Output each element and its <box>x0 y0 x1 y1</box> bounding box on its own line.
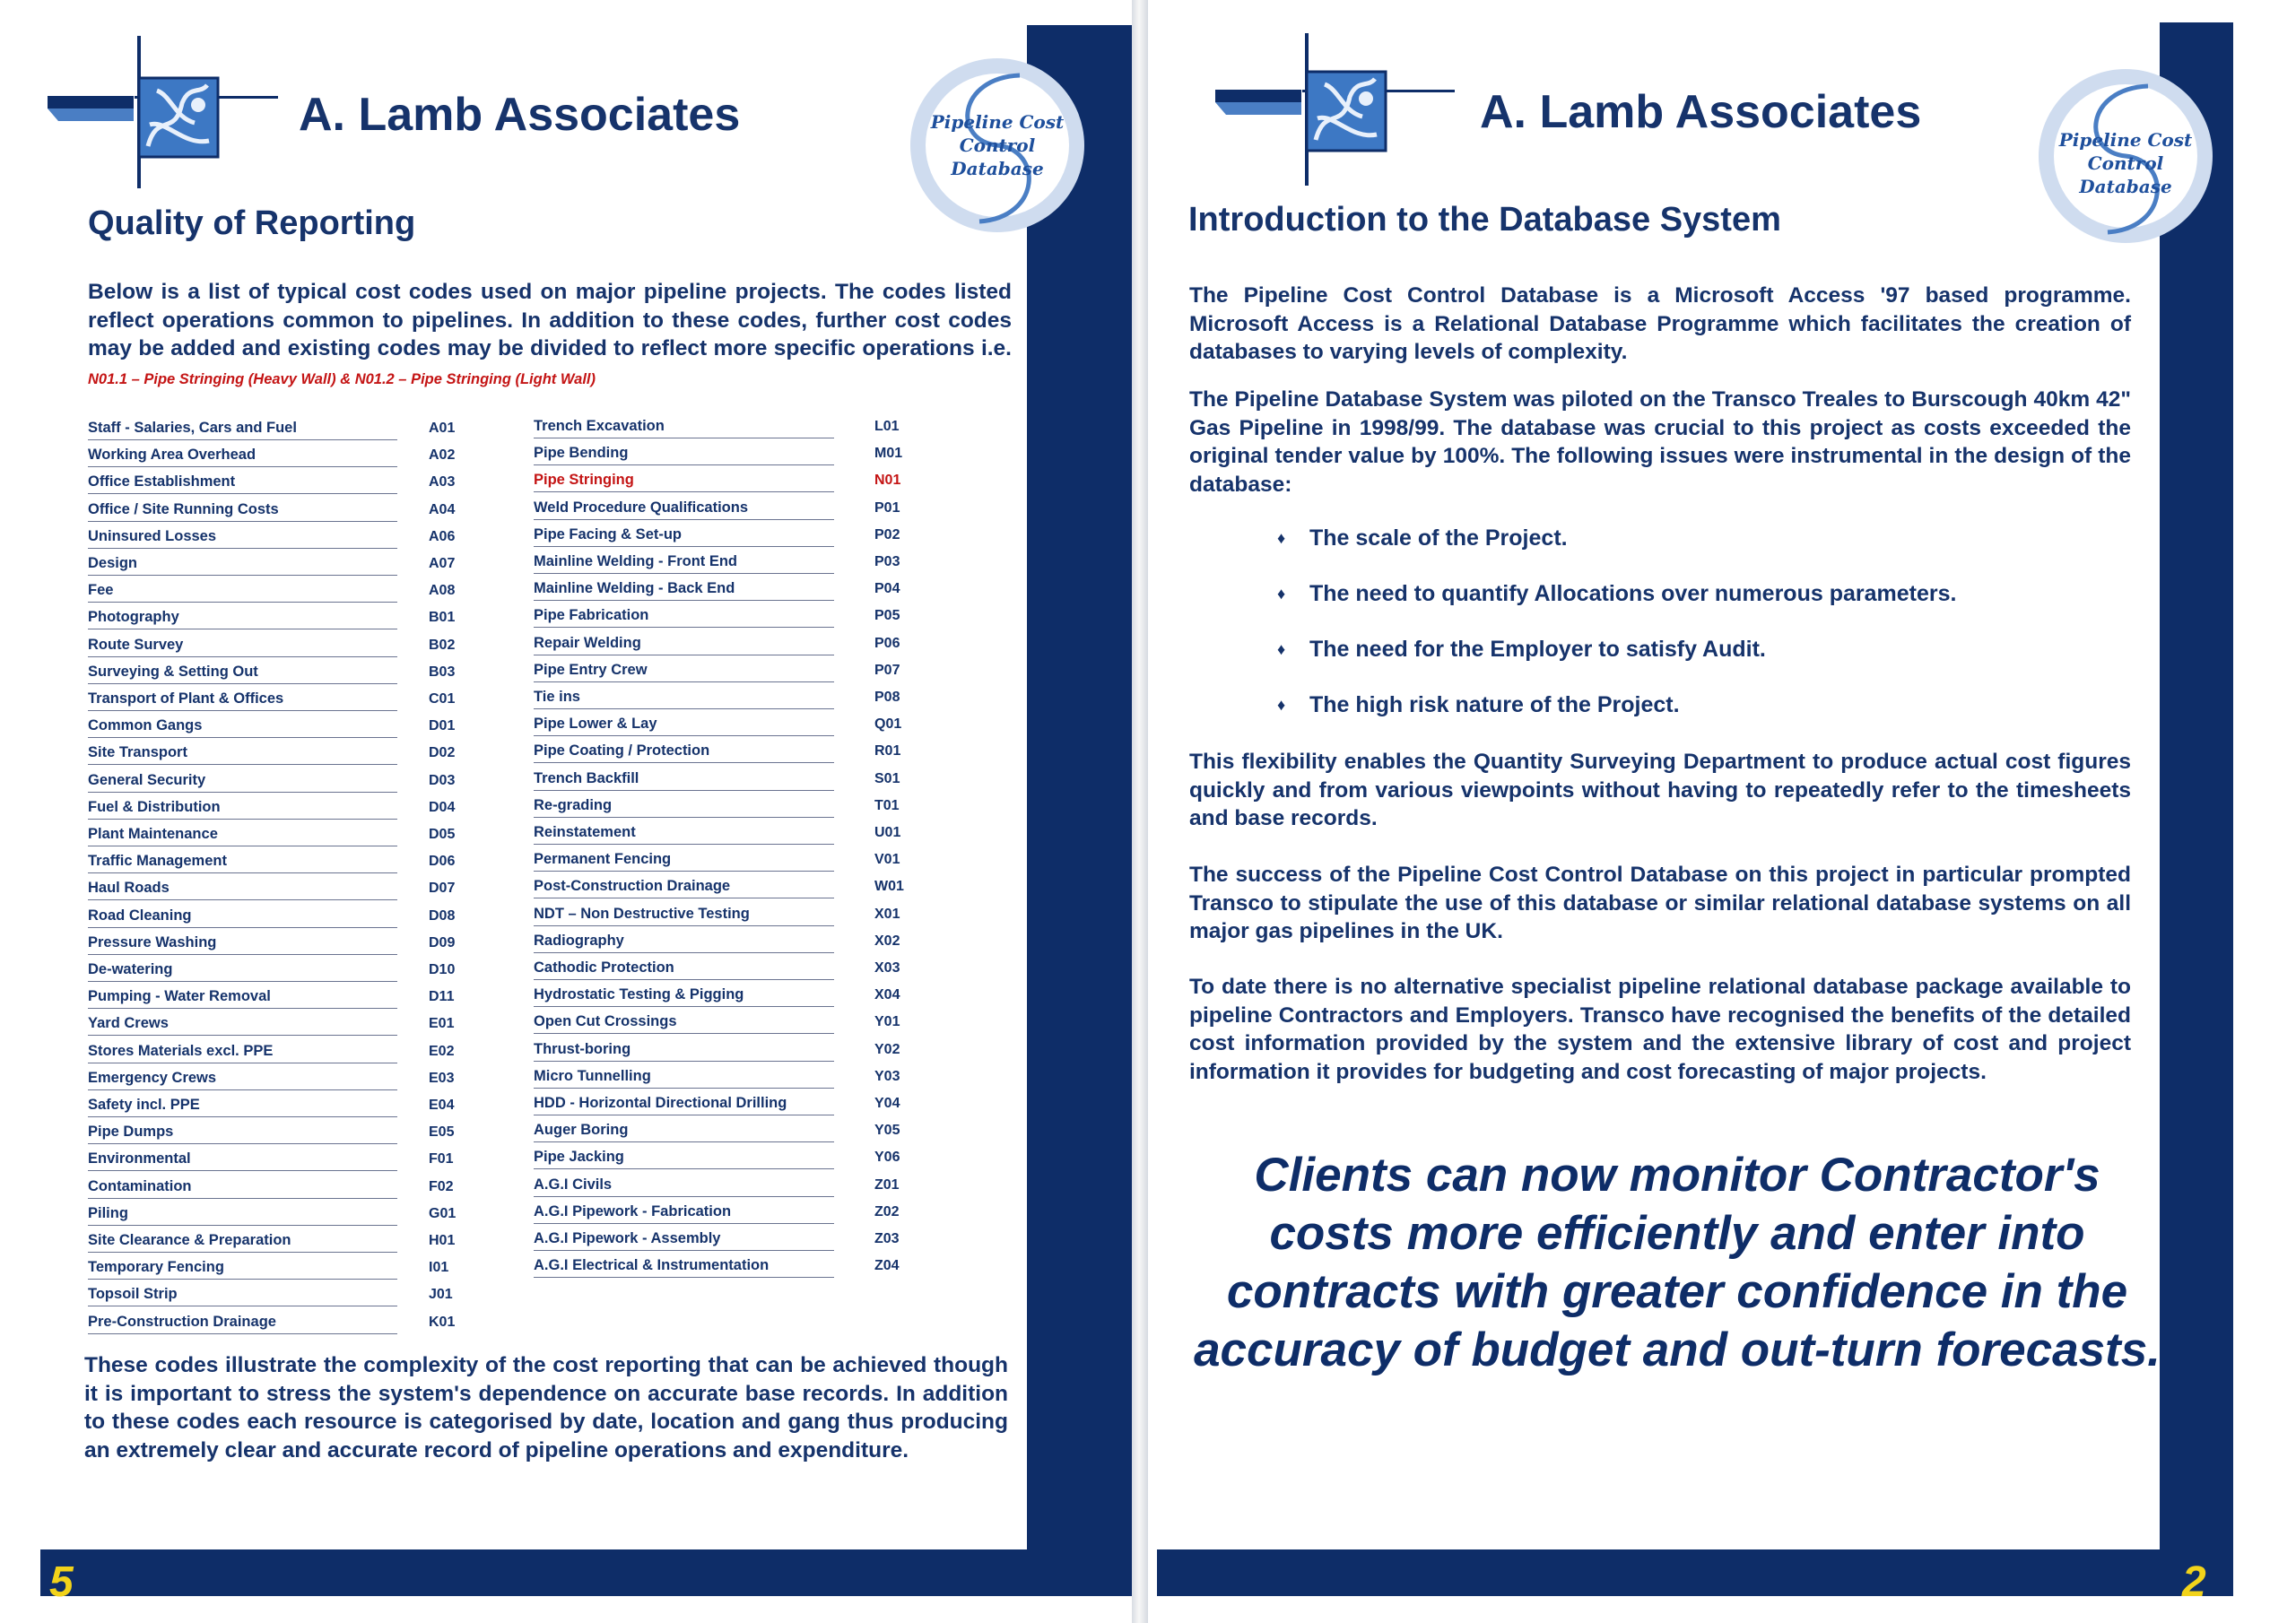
table-row <box>88 900 456 928</box>
cost-code-value: A01 <box>429 421 456 436</box>
table-row <box>88 548 456 576</box>
cost-code-value: X01 <box>874 906 900 922</box>
cost-code-value: Y04 <box>874 1096 900 1111</box>
cost-code-value: Q01 <box>874 716 902 733</box>
cost-code-label: A.G.I Pipework - Fabrication <box>534 1202 732 1219</box>
cost-code-label: Pipe Entry Crew <box>534 661 648 678</box>
table-row <box>534 546 900 574</box>
cost-code-value: D09 <box>429 934 456 950</box>
cost-code-value: D04 <box>429 799 456 815</box>
cost-code-label: Photography <box>88 609 179 626</box>
cost-code-value: P06 <box>874 635 900 651</box>
list-item: ♦ The need to quantify Allocations over numerous parameters. <box>1274 576 1956 631</box>
cost-code-value: R01 <box>874 743 901 759</box>
left-navy-bottom-bar <box>40 1549 1133 1596</box>
table-row <box>88 872 456 900</box>
table-row <box>88 1008 455 1036</box>
cost-code-label: Pipe Facing & Set-up <box>534 525 683 542</box>
cost-code-label: Design <box>88 555 138 571</box>
cost-code-value: A02 <box>429 447 456 464</box>
left-navy-side-bar <box>1027 25 1133 1596</box>
cost-code-value: P02 <box>874 526 900 542</box>
cost-code-value: A07 <box>429 556 456 571</box>
cost-code-label: Safety incl. PPE <box>88 1097 200 1113</box>
cost-code-value: P05 <box>874 608 900 624</box>
table-row <box>534 735 901 763</box>
cost-code-label: Yard Crews <box>88 1015 169 1032</box>
table-row <box>534 411 900 438</box>
cost-code-label: Pressure Washing <box>88 933 217 950</box>
cost-code-label: Transport of Plant & Offices <box>88 690 284 707</box>
cost-code-label: Contamination <box>88 1177 192 1194</box>
cost-code-label: Emergency Crews <box>88 1069 217 1086</box>
cost-code-value: F02 <box>429 1178 454 1194</box>
table-row <box>534 790 900 818</box>
cost-code-label: HDD - Horizontal Directional Drilling <box>534 1095 787 1111</box>
table-row <box>88 439 456 467</box>
cost-code-value: U01 <box>874 825 901 840</box>
cost-code-value: A08 <box>429 583 456 599</box>
table-row <box>88 765 456 793</box>
table-row <box>534 519 900 547</box>
table-row <box>88 412 456 440</box>
cost-code-value: P04 <box>874 581 900 597</box>
paragraph-2: The Pipeline Database System was piloted on the Transco Treales to Burscough 40km 42" Gas Pipeline in 1998/99. The database was crucial to this project as costs exceeded the original tender value by 100%. The following issues were instrumental in the design of the database: <box>1189 387 2131 497</box>
cost-code-value: X04 <box>874 987 900 1003</box>
table-row <box>88 710 456 738</box>
table-row <box>88 656 456 684</box>
bullet-icon: ♦ <box>1277 640 1286 658</box>
cost-code-value: E03 <box>429 1070 455 1086</box>
cost-code-value: D06 <box>429 854 456 870</box>
cost-code-label: Auger Boring <box>534 1122 629 1139</box>
cost-code-label: Surveying & Setting Out <box>88 663 258 680</box>
cost-code-value: E05 <box>429 1124 455 1141</box>
company-name: A. Lamb Associates <box>299 89 741 141</box>
cost-code-value: Z04 <box>874 1258 900 1274</box>
table-row <box>88 1198 457 1226</box>
right-navy-bottom-bar <box>1157 1549 2233 1596</box>
cost-code-label: Office Establishment <box>88 473 236 490</box>
cost-code-label: A.G.I Civils <box>534 1176 613 1193</box>
table-row <box>534 1115 900 1142</box>
table-row <box>88 819 456 846</box>
table-row <box>534 925 900 953</box>
cost-code-value: D08 <box>429 907 456 924</box>
company-name: A. Lamb Associates <box>1480 86 1922 138</box>
cost-code-label: Site Clearance & Preparation <box>88 1232 291 1248</box>
list-item: ♦ The scale of the Project. <box>1274 520 1956 576</box>
cost-code-value: Y03 <box>874 1068 900 1084</box>
cost-code-label: Site Transport <box>88 744 187 761</box>
table-row <box>534 628 900 655</box>
paragraph-1: The Pipeline Cost Control Database is a Microsoft Access '97 based programme. Microsoft Access is a Relational Database Programme which facilitates the creation of databases to varying levels of complexity. <box>1189 283 2131 364</box>
cost-code-label: Thrust-boring <box>534 1040 631 1057</box>
cost-code-value: P08 <box>874 690 900 705</box>
cost-code-value: I01 <box>429 1260 449 1276</box>
cost-code-value: K01 <box>429 1314 456 1330</box>
table-row <box>534 681 900 709</box>
cost-code-value: F01 <box>429 1151 454 1167</box>
cost-code-label: Haul Roads <box>88 880 170 897</box>
table-row <box>534 817 901 845</box>
cost-code-value: D07 <box>429 881 456 897</box>
cost-code-value: N01 <box>874 473 901 489</box>
cost-code-label: Pumping - Water Removal <box>88 988 271 1005</box>
cost-code-value: E04 <box>429 1098 455 1113</box>
cost-code-value: D02 <box>429 745 456 761</box>
cost-code-value: M01 <box>874 446 903 462</box>
cost-code-label: NDT – Non Destructive Testing <box>534 905 750 922</box>
table-row <box>88 521 456 549</box>
cost-code-label: A.G.I Pipework - Assembly <box>534 1230 721 1246</box>
cost-code-label: Hydrostatic Testing & Pigging <box>534 986 744 1003</box>
cost-code-value: D03 <box>429 772 456 788</box>
cost-code-label: Road Cleaning <box>88 907 192 924</box>
cost-code-value: D01 <box>429 718 456 734</box>
cost-code-label: De-watering <box>88 961 173 977</box>
cost-code-label: Weld Procedure Qualifications <box>534 499 749 516</box>
cost-code-value: T01 <box>874 797 900 813</box>
closing-paragraph: These codes illustrate the complexity of the cost reporting that can be achieved though it is important to stress the system's dependence on accurate base records. In addition to these codes each resource is categorised by date, location and gang thus producing an extremely clear and accurate record of pipeline operations and expenditure. <box>84 1353 1008 1462</box>
cost-code-value: A03 <box>429 474 456 490</box>
cost-code-label: Pipe Stringing <box>534 472 634 489</box>
badge-line-2: Control <box>2087 152 2164 174</box>
table-row <box>534 1250 900 1278</box>
cost-code-value: W01 <box>874 879 904 895</box>
cost-code-label: Post-Construction Drainage <box>534 878 731 895</box>
list-item: ♦ The need for the Employer to satisfy Audit. <box>1274 631 1956 687</box>
cost-code-label: Environmental <box>88 1150 191 1167</box>
cost-code-label: Pipe Jacking <box>534 1149 624 1166</box>
table-row <box>534 1061 900 1089</box>
page-number: 2 <box>2182 1558 2206 1606</box>
cost-code-label: Pipe Bending <box>534 445 629 462</box>
right-navy-side-bar <box>2160 22 2233 1596</box>
table-row <box>534 844 900 872</box>
example-codes: N01.1 – Pipe Stringing (Heavy Wall) & N01.2 – Pipe Stringing (Light Wall) <box>88 370 596 387</box>
paragraph-3: This flexibility enables the Quantity Surveying Department to produce actual cost figures quickly and from various viewpoints without having to repeatedly refer to the timesheets and base records. <box>1189 750 2131 830</box>
table-row <box>88 1252 449 1280</box>
cost-code-label: Piling <box>88 1204 128 1221</box>
table-row <box>88 466 456 494</box>
cost-code-value: P07 <box>874 662 900 678</box>
cost-code-label: Traffic Management <box>88 853 227 870</box>
cost-code-value: E01 <box>429 1016 455 1032</box>
bullet-icon: ♦ <box>1277 696 1286 714</box>
cost-code-label: Trench Backfill <box>534 769 639 786</box>
cost-code-value: L01 <box>874 419 900 434</box>
table-row <box>534 1196 900 1224</box>
cost-code-value: A04 <box>429 501 456 517</box>
cost-code-value: Z01 <box>874 1176 900 1193</box>
cost-code-label: Route Survey <box>88 636 184 653</box>
cost-code-value: Y02 <box>874 1041 900 1057</box>
badge-line-1: Pipeline Cost <box>930 111 1065 133</box>
badge-line-2: Control <box>959 135 1036 156</box>
table-row <box>534 1223 900 1251</box>
cost-code-label: General Security <box>88 771 206 788</box>
table-row <box>534 1034 900 1062</box>
cost-code-label: Temporary Fencing <box>88 1259 224 1276</box>
cost-code-value: C01 <box>429 691 456 707</box>
table-row <box>88 981 455 1009</box>
table-row <box>88 1143 454 1171</box>
cost-code-value: Z03 <box>874 1231 900 1246</box>
cost-code-label: Cathodic Protection <box>534 959 674 976</box>
table-row <box>534 708 902 736</box>
page-number: 5 <box>49 1558 74 1606</box>
cost-code-value: B03 <box>429 664 456 680</box>
table-row <box>88 1116 455 1144</box>
cost-code-value: Y06 <box>874 1150 900 1166</box>
list-item: ♦ The high risk nature of the Project. <box>1274 687 1956 742</box>
table-row <box>88 602 456 629</box>
cost-code-value: E02 <box>429 1043 455 1059</box>
page-title: Introduction to the Database System <box>1188 201 1781 239</box>
cost-code-value: X03 <box>874 960 900 976</box>
paragraph-5: To date there is no alternative specialist pipeline relational database package available to pipeline Contractors and Employers. Transco have recognised the benefits of the detailed cost information provided by the system and the extensive library of cost and project information it provides for budgeting and cost forecasting of major projects. <box>1189 975 2131 1084</box>
table-row <box>88 575 456 603</box>
table-row <box>88 1306 456 1334</box>
cost-code-value: D05 <box>429 827 456 842</box>
cost-code-value: G01 <box>429 1205 457 1221</box>
cost-code-label: Plant Maintenance <box>88 826 218 842</box>
table-row <box>534 1006 900 1034</box>
cost-code-label: Radiography <box>534 932 624 949</box>
cost-code-label: Pre-Construction Drainage <box>88 1313 276 1330</box>
table-row <box>534 898 900 926</box>
cost-code-value: A06 <box>429 528 456 544</box>
table-row <box>88 1089 455 1117</box>
cost-code-value: J01 <box>429 1287 453 1303</box>
cost-code-value: Z02 <box>874 1203 900 1219</box>
cost-code-label: Staff - Salaries, Cars and Fuel <box>88 420 297 436</box>
table-row <box>534 655 900 682</box>
table-row <box>534 952 900 980</box>
bullet-icon: ♦ <box>1277 585 1286 603</box>
cost-code-value: D10 <box>429 962 456 977</box>
cost-code-label: Mainline Welding - Front End <box>534 553 738 569</box>
badge-line-3: Database <box>2079 176 2172 197</box>
table-row <box>534 600 900 628</box>
table-row <box>534 1141 900 1169</box>
page-title: Quality of Reporting <box>88 204 416 242</box>
book-spine <box>1132 0 1150 1623</box>
cost-code-value: H01 <box>429 1233 456 1248</box>
table-row <box>88 1063 455 1090</box>
cost-code-value: Y05 <box>874 1123 900 1139</box>
cost-code-label: A.G.I Electrical & Instrumentation <box>534 1257 770 1274</box>
cost-code-label: Micro Tunnelling <box>534 1067 651 1084</box>
cost-code-value: P01 <box>874 499 900 516</box>
cost-code-label: Uninsured Losses <box>88 527 217 544</box>
cost-code-label: Mainline Welding - Back End <box>534 580 735 597</box>
table-row <box>534 871 904 898</box>
table-row <box>88 1036 455 1063</box>
cost-code-label: Tie ins <box>534 689 580 705</box>
table-row <box>88 954 456 982</box>
cost-code-label: Reinstatement <box>534 824 636 840</box>
database-badge <box>2036 66 2215 246</box>
table-row <box>88 1225 456 1253</box>
cost-code-label: Fuel & Distribution <box>88 798 221 815</box>
issues-list <box>1274 520 1956 742</box>
cost-code-label: Permanent Fencing <box>534 851 672 868</box>
table-row <box>534 492 900 520</box>
table-row <box>534 573 900 601</box>
cost-code-label: Pipe Dumps <box>88 1124 174 1141</box>
intro-text: Below is a list of typical cost codes used on major pipeline projects. The codes listed reflect operations common to pipelines. In addition to these codes, further cost codes may be added and existing codes may be divided to reflect more specific operations i.e. <box>88 280 1012 360</box>
table-row <box>88 1171 454 1199</box>
pull-quote: Clients can now monitor Contractor's costs more efficiently and enter into contracts with greater confidence in the accuracy of budget and out-turn forecasts. <box>1194 1149 2161 1376</box>
cost-code-value: Y01 <box>874 1014 900 1030</box>
cost-code-label: Stores Materials excl. PPE <box>88 1042 274 1059</box>
cost-code-label: Common Gangs <box>88 717 203 734</box>
table-row <box>88 683 456 711</box>
cost-code-value: D11 <box>429 989 455 1005</box>
cost-code-label: Pipe Fabrication <box>534 607 649 624</box>
company-logo-icon <box>40 31 283 193</box>
company-logo-icon <box>1208 29 1459 190</box>
cost-code-value: B01 <box>429 610 456 626</box>
cost-code-value: X02 <box>874 933 900 949</box>
cost-code-label: Repair Welding <box>534 634 641 651</box>
bullet-icon: ♦ <box>1277 529 1286 547</box>
cost-code-label: Re-grading <box>534 796 613 813</box>
cost-code-label: Fee <box>88 582 114 599</box>
cost-code-label: Pipe Lower & Lay <box>534 716 657 733</box>
table-row <box>534 979 900 1007</box>
table-row <box>88 494 456 522</box>
cost-code-value: S01 <box>874 770 900 786</box>
cost-code-label: Trench Excavation <box>534 418 665 434</box>
table-row <box>534 438 903 465</box>
paragraph-4: The success of the Pipeline Cost Control Database on this project in particular prompted Transco to stipulate the use of this database or similar relational database systems on all major gas pipelines in the UK. <box>1189 863 2131 943</box>
cost-code-label: Topsoil Strip <box>88 1286 178 1303</box>
cost-code-value: V01 <box>874 852 900 868</box>
cost-code-label: Pipe Coating / Protection <box>534 742 710 759</box>
badge-line-3: Database <box>951 158 1044 179</box>
cost-code-label: Working Area Overhead <box>88 447 257 464</box>
badge-line-1: Pipeline Cost <box>2058 129 2193 151</box>
database-badge <box>908 56 1087 235</box>
table-row <box>88 927 456 955</box>
table-row <box>88 792 456 820</box>
table-row <box>534 464 901 492</box>
table-row <box>88 629 456 657</box>
table-row <box>534 763 900 791</box>
table-row <box>88 737 456 765</box>
cost-code-label: Open Cut Crossings <box>534 1013 677 1030</box>
intro-paragraph <box>88 278 1012 394</box>
cost-code-value: B02 <box>429 637 456 653</box>
table-row <box>534 1088 900 1115</box>
table-row <box>88 846 456 873</box>
table-row <box>534 1169 900 1197</box>
table-row <box>88 1279 453 1306</box>
cost-code-value: P03 <box>874 554 900 569</box>
cost-code-label: Office / Site Running Costs <box>88 500 279 517</box>
